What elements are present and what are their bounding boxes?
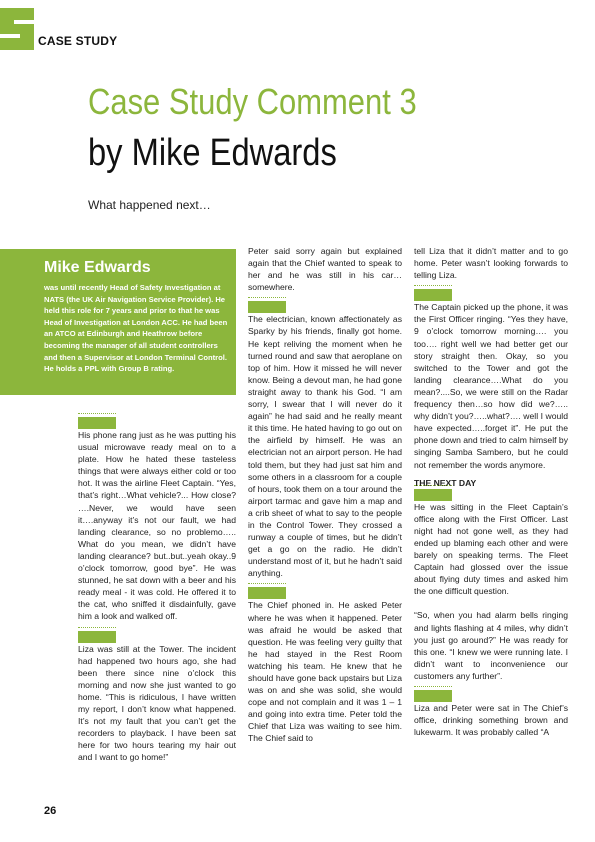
timestamp-badge <box>78 417 116 429</box>
page-number: 26 <box>44 805 57 817</box>
timestamp-badge <box>414 690 452 702</box>
paragraph: His phone rang just as he was putting his usual microwave ready meal on to a plate. How he hated these tasteless things that were always either cold or too hot. It was the airline Fleet Captain. “Yes, that’s right…What vehicle?... How close? ….Never, we would have seen it….anyway it’s not our fault, we had landing clearance, so no problemo….. What do you mean, we didn’t have landing clearance? but..but..yeah okay..9 o’clock tomorrow, good bye”. He was stunned, he sat down with a beer and his ready meal - it was cold. He offered it to the cat, who sniffed it disdainfully, gave him a look and walked off. <box>78 430 236 622</box>
column-1 <box>78 417 236 763</box>
paragraph: The Chief phoned in. He asked Peter where he was when it happened. Peter was afraid he would be asked that question. He was feeling very guilty that he had stayed in the Rest Room watching his team. He knew that he should have gone back upstairs but Liza was on and she was solid, she would cope and not complain and it was 1 – 1 and going into extra time. Peter told the Chief that Liza was waiting to see him. The Chief said to <box>248 600 402 744</box>
column-2 <box>248 245 402 745</box>
author-name: Mike Edwards <box>44 259 151 276</box>
timestamp-badge <box>414 489 452 501</box>
column-3 <box>414 245 568 738</box>
paragraph: The electrician, known affectionately as Sparky by his friends, finally got home. He kept reliving the moment when he turned round and saw that aeroplane on top of him. How it missed he will never know. Being a devout man, he had gone straight away to thank his God. “I am sorry, I swear that I will never do it again” he had said and he really meant it this time. He hated having to go out on the airfield by himself. He was an electrician not an airport person. He had told them, but they had just sat him and some others in a classroom for a couple of hours, took them on a tour around the airport tarmac and gave him a map and a crib sheet of what to say to the people in the Control Tower. They crossed a runway a couple of times, but he didn’t get a go on the radio. He didn’t understand most of it, but he hadn’t said anything. <box>248 314 402 579</box>
timestamp-badge <box>78 631 116 643</box>
paragraph: Liza was still at the Tower. The incident had happened two hours ago, she had been there since nine o’clock this morning and now she just wanted to go home. “This is ridiculous, I have written my report, I don’t know what happened. It’s not my fault that you can’t get the recorders to playback. I have been sat here for two hours tearing my hair out and I want to go home!” <box>78 643 236 763</box>
paragraph: The Captain picked up the phone, it was the First Officer ringing. “Yes they have, 9 o’clock tomorrow morning…. you too…. right well we had better get our story straight then. Okay, so you switched to the Tower and got the landing clearance….What do you mean?....So, we were still on the Radar frequency then…so how did we?….. why didn’t you?…..what?…. well I would have expected…..forget it”. He put the phone down and tried to calm himself by singing Samba Sambero, but he could not remember the words anymore. <box>414 302 568 470</box>
section-label: CASE STUDY <box>38 34 118 48</box>
paragraph: tell Liza that it didn’t matter and to go home. Peter wasn’t looking forwards to telling Liza. <box>414 246 568 281</box>
case-study-logo-icon <box>0 4 42 50</box>
timestamp-badge <box>248 587 286 599</box>
timestamp-badge <box>414 289 452 301</box>
article-byline: by Mike Edwards <box>88 132 337 174</box>
paragraph: Peter said sorry again but explained again that the Chief wanted to speak to her and he was still in his car…somewhere. <box>248 246 402 293</box>
timestamp-badge <box>248 301 286 313</box>
article-title: Case Study Comment 3 <box>88 81 417 122</box>
paragraph: He was sitting in the Fleet Captain’s office along with the First Officer. Last night had not gone well, as they had ended up blaming each other and were barely on speaking terms. The Fleet Captain had glossed over the issue about flying duty times and asked him the one difficult question. <box>414 501 568 597</box>
paragraph: Liza and Peter were sat in The Chief’s office, drinking something brown and lukewarm. It was probably called “A <box>414 703 568 738</box>
article-subtitle: What happened next… <box>88 198 211 212</box>
author-bio: was until recently Head of Safety Investigation at NATS (the UK Air Navigation Service Provider). He held this role for 7 years and prior to that he was Head of Investigation at London ACC. He had been an ATCO at Edinburgh and Heathrow before becoming the manager of all student controllers and then a Supervisor at London Terminal Control. He holds a PPL with Group B rating. <box>44 283 228 374</box>
section-heading: THE NEXT DAY <box>414 477 477 488</box>
paragraph: “So, when you had alarm bells ringing and lights flashing at 4 miles, why didn’t you just go around?” He was ready for this one. “I knew we were running late. I didn’t want to inconvenience our customers any further”. <box>414 610 568 681</box>
